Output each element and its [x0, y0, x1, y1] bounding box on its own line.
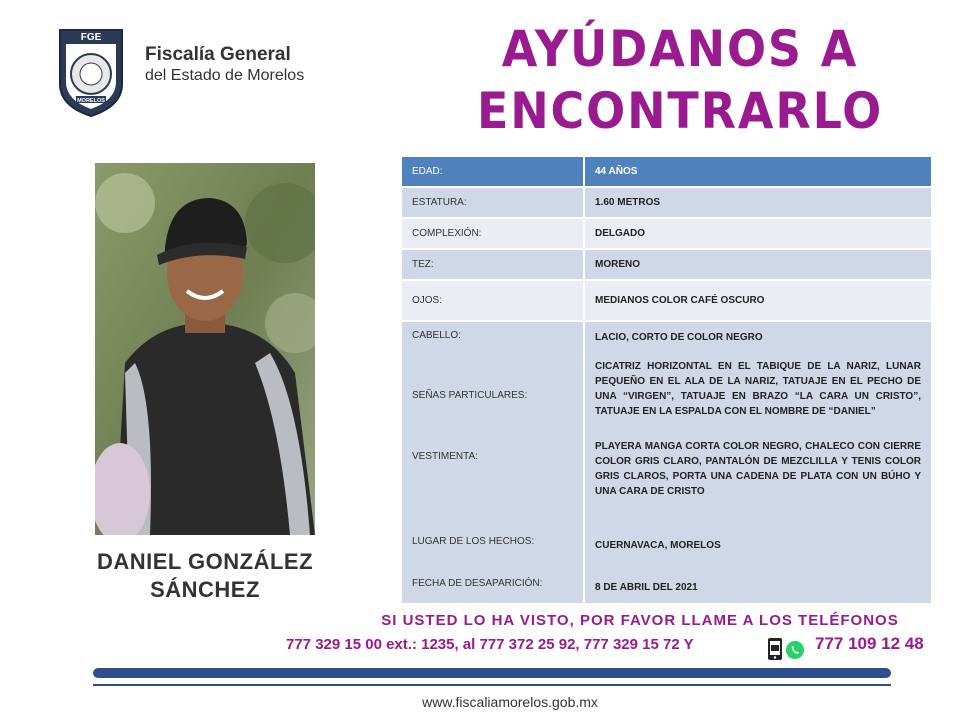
missing-person-photo [95, 163, 315, 535]
org-name-line1: Fiscalía General [145, 44, 291, 65]
complexion-label: COMPLEXIÓN: [401, 218, 584, 249]
website-link[interactable]: www.fiscaliamorelos.gob.mx [422, 694, 598, 710]
org-name-line2: del Estado de Morelos [145, 67, 305, 84]
lugar-label: LUGAR DE LOS HECHOS: [412, 536, 535, 547]
footer-line [93, 684, 891, 686]
row-ojos [401, 280, 932, 321]
estatura-value: 1.60 METROS [584, 187, 932, 218]
whatsapp-number: 777 109 12 48 [815, 634, 924, 653]
contact-heading: SI USTED LO HA VISTO, POR FAVOR LLAME A LOS TELÉFONOS [381, 612, 899, 629]
details-values [595, 330, 921, 600]
edad-label: EDAD: [401, 156, 584, 187]
fecha-value: 8 DE ABRIL DEL 2021 [595, 582, 698, 593]
estatura-label: ESTATURA: [401, 187, 584, 218]
headline-line1: AYÚDANOS A [501, 20, 859, 78]
vestimenta-label: VESTIMENTA: [412, 451, 478, 462]
whatsapp-icon [785, 640, 805, 660]
tez-value: MORENO [584, 249, 932, 280]
mobile-phone-icon [766, 637, 784, 661]
person-name-line1: DANIEL GONZÁLEZ [96, 549, 314, 574]
cabello-value: LACIO, CORTO DE COLOR NEGRO [595, 332, 763, 343]
logo-badge-bottom: MORELOS [77, 98, 105, 104]
cabello-label: CABELLO: [412, 330, 461, 341]
headline [450, 18, 910, 142]
lugar-value: CUERNAVACA, MORELOS [595, 540, 721, 551]
row-complexion [401, 218, 932, 249]
headline-line2: ENCONTRARLO [476, 82, 884, 140]
senas-value: CICATRIZ HORIZONTAL EN EL TABIQUE DE LA NARIZ, LUNAR PEQUEÑO EN EL ALA DE LA NARIZ, TATUAJE EN EL PECHO DE UNA “VIRGEN”, TATUAJE EN BRAZO “LA CARA UN CRISTO”, TATUAJE EN LA ESPALDA CON EL NOMBRE DE “DANIEL” [595, 361, 921, 417]
fge-badge-icon [54, 26, 128, 118]
logo-badge-text: FGE [80, 32, 102, 43]
edad-value: 44 AÑOS [584, 156, 932, 187]
details-labels [412, 330, 573, 600]
row-details-block [401, 321, 932, 604]
person-name [60, 548, 350, 604]
complexion-value: DELGADO [584, 218, 932, 249]
fecha-label: FECHA DE DESAPARICIÓN: [412, 578, 543, 589]
row-estatura [401, 187, 932, 218]
row-tez [401, 249, 932, 280]
tez-label: TEZ: [401, 249, 584, 280]
vestimenta-value: PLAYERA MANGA CORTA COLOR NEGRO, CHALECO CON CIERRE COLOR GRIS CLARO, PANTALÓN DE MEZCLILLA Y TENIS COLOR GRIS CLAROS, PORTA UNA CADENA DE PLATA CON UN BÚHO Y UNA CARA DE CRISTO [595, 441, 921, 497]
footer-bar [93, 668, 891, 678]
ojos-value: MEDIANOS COLOR CAFÉ OSCURO [584, 280, 932, 321]
person-name-line2: SÁNCHEZ [150, 577, 260, 602]
contact-phones: 777 329 15 00 ext.: 1235, al 777 372 25 92, 777 329 15 72 Y [286, 636, 694, 653]
ojos-label: OJOS: [401, 280, 584, 321]
org-name [145, 44, 304, 86]
details-table [400, 155, 933, 605]
senas-label: SEÑAS PARTICULARES: [412, 390, 528, 401]
row-edad [401, 156, 932, 187]
